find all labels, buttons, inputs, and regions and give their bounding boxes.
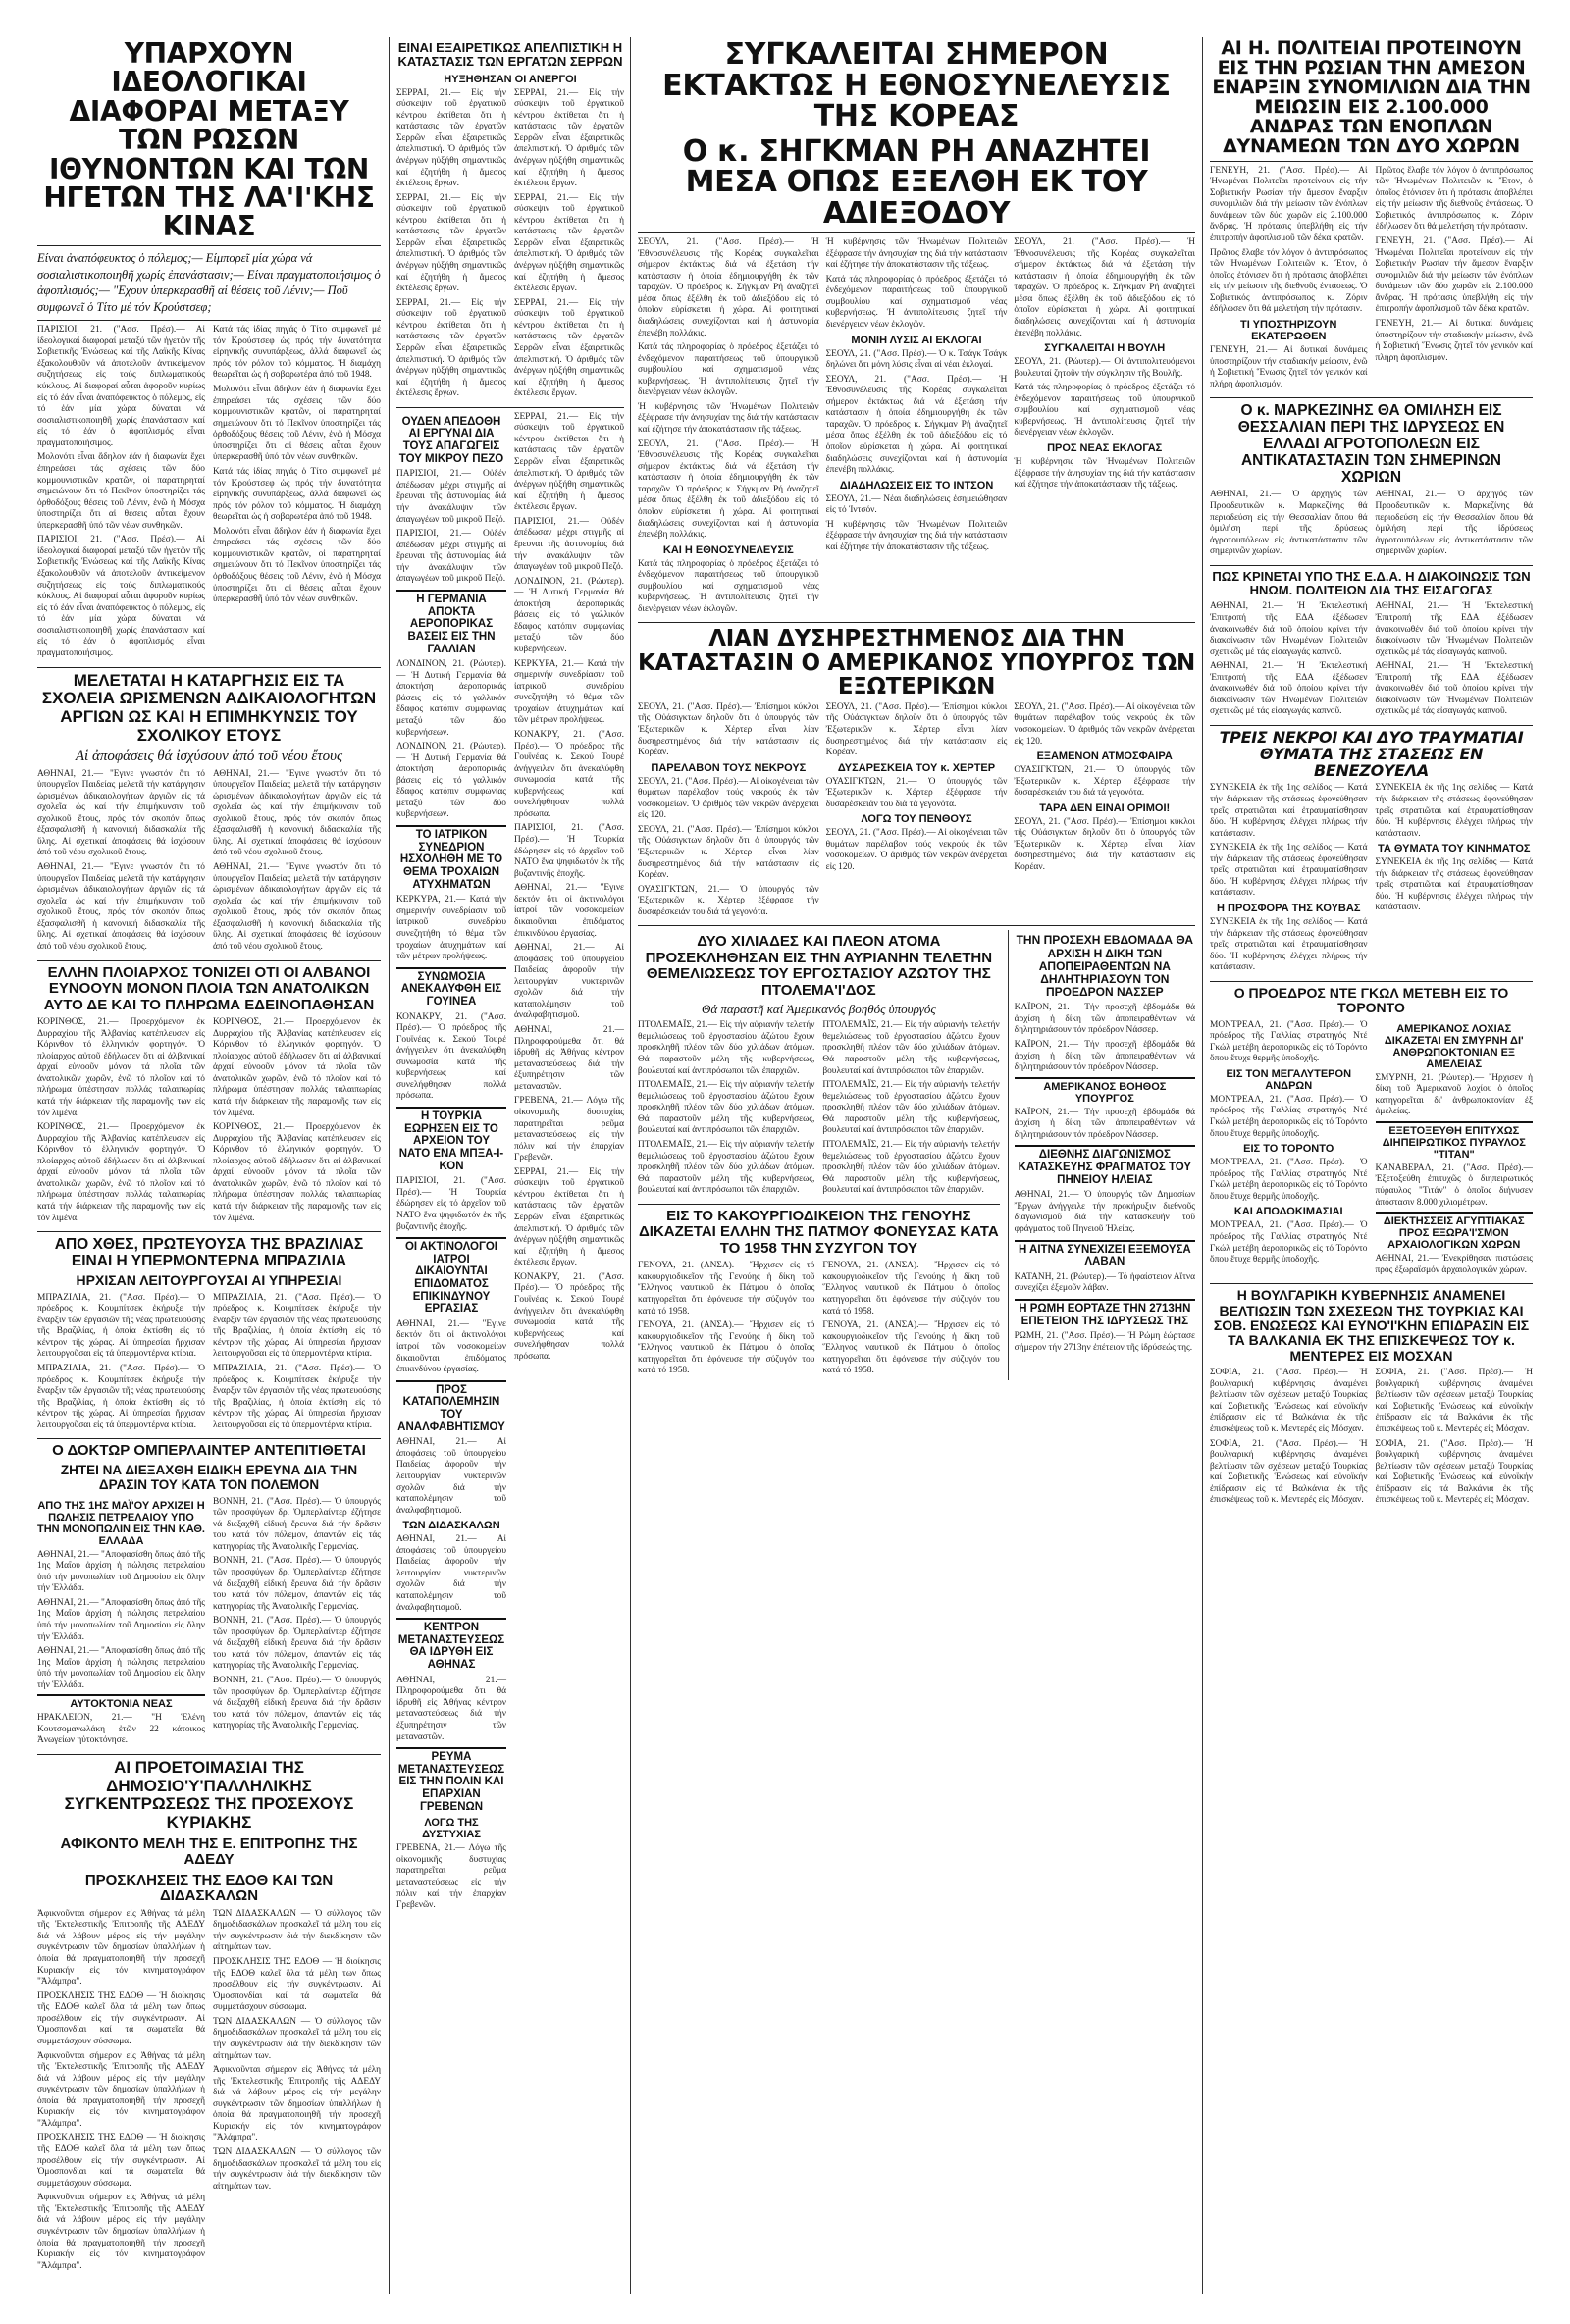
headline-de-gaulle: Ο ΠΡΟΕΔΡΟΣ ΝΤΕ ΓΚΩΛ ΜΕΤΕΒΗ ΕΙΣ ΤΟ ΤΟΡΟΝΤΟ [1233, 984, 1509, 1016]
article-paragraph: ΚΟΝΑΚΡΥ, 21. ("Ασσ. Πρέσ).— Ὁ πρόεδρος τῆς Γουϊνέας κ. Σεκού Τουρέ ἀνήγγειλεν ὅτι ἀνεκαλύφθη συνωμοσία κατά τῆς κυβερνήσεως καί συνελήφθησαν πολλά πρόσωπα. [514, 729, 624, 819]
article-paragraph: ΓΕΝΟΥΑ, 21. (ΑΝΣΑ).— Ἤρχισεν εἰς τό κακουργιοδικεῖον τῆς Γενούης ἡ δίκη τοῦ Ἕλληνος ναυτικοῦ ἐκ Πάτμου ὁ ὁποῖος κατηγορεῖται ὅτι ἐφόνευσε τήν σύζυγόν του κατά τό 1958. [638, 1261, 815, 1317]
subheadline: ΖΗΤΕΙ ΝΑ ΔΙΕΞΑΧΘΗ ΕΙΔΙΚΗ ΕΡΕΥΝΑ ΔΙΑ ΤΗΝ ΔΡΑΣΙΝ ΤΟΥ ΚΑΤΑ ΤΟΝ ΠΟΛΕΜΟΝ [60, 1462, 358, 1492]
article-paragraph: Μολονότι εἶναι ἄδηλον ἐάν ἡ διαφωνία ἔχει ἐπηρεάσει τάς σχέσεις τῶν δύο κομμουνιστικῶν κρατῶν, οἱ παρατηρηταί σημειώνουν ὅτι τό Πεκῖνον ὑποστηρίζει τάς ὀρθοδόξους θέσεις τοῦ Λένιν, ἐνῶ ἡ Μόσχα ὑποστηρίζει ὅτι αἱ θέσεις αὗται ἔχουν ὑπερκερασθῆ ὑπό τῶν νέων συνθηκῶν. [213, 385, 381, 463]
article-paragraph: Μολονότι εἶναι ἄδηλον ἐάν ἡ διαφωνία ἔχει ἐπηρεάσει τάς σχέσεις τῶν δύο κομμουνιστικῶν κρατῶν, οἱ παρατηρηταί σημειώνουν ὅτι τό Πεκῖνον ὑποστηρίζει τάς ὀρθοδόξους θέσεις τοῦ Λένιν, ἐνῶ ἡ Μόσχα ὑποστηρίζει ὅτι αἱ θέσεις αὗται ἔχουν ὑπερκερασθῆ ὑπό τῶν νέων συνθηκῶν. [37, 452, 205, 531]
article-paragraph: ΣΟΦΙΑ, 21. ("Ασσ. Πρέσ).— Ἡ βουλγαρική κυβέρνησις ἀναμένει βελτίωσιν τῶν σχέσεων μεταξύ Τουρκίας καί Σοβιετικῆς Ἑνώσεως καί εὐνοϊκήν ἐπίδρασιν εἰς τά Βαλκάνια ἐκ τῆς ἐπισκέψεως τοῦ κ. Μεντερές εἰς Μόσχαν. [1375, 1368, 1533, 1435]
article-paragraph: ΑΘΗΝΑΙ, 21.— Αἱ ἀποφάσεις τοῦ ὑπουργείου Παιδείας ἀφοροῦν τήν λειτουργίαν νυκτερινῶν σχολῶν διά τήν καταπολέμησιν τοῦ ἀναλφαβητισμοῦ. [396, 1534, 506, 1613]
article-paragraph: ΠΤΟΛΕΜΑΪΣ, 21.— Εἰς τήν αὐριανήν τελετήν θεμελιώσεως τοῦ ἐργοστασίου ἀζώτου ἔχουν προσκληθῆ πλέον τῶν δύο χιλιάδων ἀτόμων. Θά παραστοῦν μέλη τῆς κυβερνήσεως, βουλευταί καί ἀντιπρόσωποι τῶν ἐπαρχιῶν. [638, 1080, 815, 1136]
article-paragraph: ΤΩΝ ΔΙΔΑΣΚΑΛΩΝ — Ὁ σύλλογος τῶν δημοδιδασκάλων προσκαλεῖ τά μέλη του εἰς τήν συγκέντρωσιν διά τήν διεκδίκησιν τῶν αἰτημάτων των. [213, 1908, 381, 1953]
article-paragraph: ΓΕΝΕΥΗ, 21. ("Ασσ. Πρέσ).— Αἱ Ἡνωμέναι Πολιτεῖαι προτείνουν εἰς τήν Σοβιετικήν Ρωσίαν τήν ἄμεσον ἔναρξιν συνομιλιῶν διά τήν μείωσιν τῶν ἐνόπλων δυνάμεων τῶν δύο χωρῶν εἰς 2.100.000 ἄνδρας. Ἡ πρότασις ὑπεβλήθη εἰς τήν ἐπιτροπήν ἀφοπλισμοῦ τῶν δέκα κρατῶν. [1375, 236, 1533, 315]
article-paragraph: ΓΕΝΟΥΑ, 21. (ΑΝΣΑ).— Ἤρχισεν εἰς τό κακουργιοδικεῖον τῆς Γενούης ἡ δίκη τοῦ Ἕλληνος ναυτικοῦ ἐκ Πάτμου ὁ ὁποῖος κατηγορεῖται ὅτι ἐφόνευσε τήν σύζυγόν του κατά τό 1958. [822, 1320, 1000, 1376]
column-rule [630, 37, 631, 2294]
headline-turkey-nato: Η ΤΟΥΡΚΙΑ ΕΩΡΗΣΕΝ ΕΙΣ ΤΟ ΑΡΧΕΙΟΝ ΤΟΥ ΝΑΤΟ ΕΝΑ ΜΠΞΑ-Ι-ΚΟΝ [396, 1107, 506, 1172]
article-paragraph: ΣΕΡΡΑΙ, 21.— Εἰς τήν σύσκεψιν τοῦ ἐργατικοῦ κέντρου ἐκτίθεται ὅτι ἡ κατάστασις τῶν ἐργατῶν Σερρῶν εἶναι ἐξαιρετικῶς ἀπελπιστική. Ὁ ἀριθμός τῶν ἀνέργων ηὐξήθη σημαντικῶς καί ἐζητήθη ἡ ἄμεσος ἐκτέλεσις ἔργων. [514, 1166, 624, 1268]
article-paragraph: ΓΕΝΕΥΗ, 21. ("Ασσ. Πρέσ).— Αἱ Ἡνωμέναι Πολιτεῖαι προτείνουν εἰς τήν Σοβιετικήν Ρωσίαν τήν ἄμεσον ἔναρξιν συνομιλιῶν διά τήν μείωσιν τῶν ἐνόπλων δυνάμεων τῶν δύο χωρῶν εἰς 2.100.000 ἄνδρας. Ἡ πρότασις ὑπεβλήθη εἰς τήν ἐπιτροπήν ἀφοπλισμοῦ τῶν δέκα κρατῶν. [1210, 165, 1368, 243]
article-paragraph: Πρῶτος ἔλαβε τόν λόγον ὁ ἀντιπρόσωπος τῶν Ἡνωμένων Πολιτειῶν κ. Ἔτον, ὁ ὁποῖος ἐτόνισεν ὅτι ἡ πρότασις ἀποβλέπει εἰς τήν μείωσιν τῆς διεθνοῦς ἐντάσεως. Ὁ Σοβιετικός ἀντιπρόσωπος κ. Ζόριν ἐδήλωσεν ὅτι θά μελετήση τήν πρότασιν. [1210, 247, 1368, 315]
article-paragraph: ΠΤΟΛΕΜΑΪΣ, 21.— Εἰς τήν αὐριανήν τελετήν θεμελιώσεως τοῦ ἐργοστασίου ἀζώτου ἔχουν προσκληθῆ πλέον τῶν δύο χιλιάδων ἀτόμων. Θά παραστοῦν μέλη τῆς κυβερνήσεως, βουλευταί καί ἀντιπρόσωποι τῶν ἐπαρχιῶν. [638, 1139, 815, 1196]
subheadline: Αἱ ἀποφάσεις θά ἰσχύσουν ἀπό τοῦ νέου ἔτους [75, 749, 343, 765]
article-paragraph: ΑΘΗΝΑΙ, 21.— "Εγινε δεκτόν ὅτι οἱ ἀκτινολόγοι ἰατροί τῶν νοσοκομείων δικαιοῦνται ἐπιδόματος ἐπικινδύνου ἐργασίας. [396, 1318, 506, 1375]
article-paragraph: ΣΕΟΥΛ, 21. ("Ασσ. Πρέσ).— Ἡ Ἐθνοσυνέλευσις τῆς Κορέας συγκαλεῖται σήμερον ἐκτάκτως διά νά ἐξετάση τήν κατάστασιν ἡ ὁποία ἐδημιουργήθη ἐκ τῶν ταραχῶν. Ὁ πρόεδρος κ. Σήγκμαν Ρή ἀναζητεῖ μέσα ὅπως ἐξέλθη ἐκ τοῦ ἀδιεξόδου εἰς τό ὁποῖον εὑρίσκεται ἡ χώρα. Αἱ φοιτητικαί διαδηλώσεις συνεχίζονται καί ἡ ἀστυνομία ἐπενέβη πολλάκις. [825, 374, 1008, 476]
article-paragraph: ΣΕΡΡΑΙ, 21.— Εἰς τήν σύσκεψιν τοῦ ἐργατικοῦ κέντρου ἐκτίθεται ὅτι ἡ κατάστασις τῶν ἐργατῶν Σερρῶν εἶναι ἐξαιρετικῶς ἀπελπιστική. Ὁ ἀριθμός τῶν ἀνέργων ηὐξήθη σημαντικῶς καί ἐζητήθη ἡ ἄμεσος ἐκτέλεσις ἔργων. [396, 87, 506, 189]
headline-us-ussr-talks: ΑΙ Η. ΠΟΛΙΤΕΙΑΙ ΠΡΟΤΕΙΝΟΥΝ ΕΙΣ ΤΗΝ ΡΩΣΙΑΝ ΤΗΝ ΑΜΕΣΟΝ ΕΝΑΡΞΙΝ ΣΥΝΟΜΙΛΙΩΝ ΔΙΑ ΤΗΝ ΜΕΙΩΣΙΝ ΕΙΣ 2.100.000 ΑΝΔΡΑΣ ΤΩΝ ΕΝΟΠΛΩΝ ΔΥΝΑΜΕΩΝ ΤΩΝ ΔΥΟ ΧΩΡΩΝ [1212, 37, 1531, 157]
article-paragraph: ΡΩΜΗ, 21. ("Ασσ. Πρέσ).— Ἡ Ρώμη ἑώρτασε σήμερον τήν 2713ην ἐπέτειον τῆς ἱδρύσεώς της. [1014, 1331, 1195, 1353]
article-paragraph: ΜΟΝΤΡΕΑΛ, 21. ("Ασσ. Πρέσ).— Ὁ πρόεδρος τῆς Γαλλίας στρατηγός Ντέ Γκώλ μετέβη ἀεροπορικῶς εἰς τό Τορόντο ὅπου ἔτυχε θερμῆς ὑποδοχῆς. [1210, 1220, 1368, 1265]
headline-archaeological-sites: ΔΙΕΚΤΗΣΣΕΙΣ ΑΓΥΠΤΙΑΚΑΣ ΠΡΟΣ ΕΞΩΡΑ'Ι'ΣΜΟΝ ΑΡΧΑΙΟΛΟΓΙΚΩΝ ΧΩΡΩΝ [1376, 1212, 1534, 1251]
headline-venezuela: ΤΡΕΙΣ ΝΕΚΡΟΙ ΚΑΙ ΔΥΟ ΤΡΑΥΜΑΤΙΑΙ ΘΥΜΑΤΑ ΤΗΣ ΣΤΑΣΕΩΣ ΕΝ ΒΕΝΕΖΟΥΕΛΑ [1219, 728, 1524, 780]
article-paragraph: Ἡ κυβέρνησις τῶν Ἡνωμένων Πολιτειῶν ἐξέφρασε τήν ἀνησυχίαν της διά τήν κατάστασιν καί ἐζήτησε τήν ἀποκατάστασιν τῆς τάξεως. [825, 237, 1008, 271]
subheadline: ΤΑΡΑ ΔΕΝ ΕΙΝΑΙ ΟΡΙΜΟΙ! [1039, 801, 1171, 814]
headline-ptolemais-factory: ΔΥΟ ΧΙΛΙΑΔΕΣ ΚΑΙ ΠΛΕΟΝ ΑΤΟΜΑ ΠΡΟΣΕΚΛΗΘΗΣΑΝ ΕΙΣ ΤΗΝ ΑΥΡΙΑΝΗΝ ΤΕΛΕΤΗΝ ΘΕΜΕΛΙΩΣΕΩΣ ΤΟΥ ΕΡΓΟΣΤΑΣΙΟΥ ΑΖΩΤΟΥ ΤΗΣ ΠΤΟΛΕΜΑ'Ι'ΔΟΣ [645, 933, 993, 999]
article-paragraph: Ἀφικνοῦνται σήμερον εἰς Ἀθήνας τά μέλη τῆς Ἐκτελεστικῆς Ἐπιτροπῆς τῆς ΑΔΕΔΥ διά νά λάβουν μέρος εἰς τήν μεγάλην συγκέντρωσιν τῶν δημοσίων ὑπαλλήλων ἡ ὁποία θά πραγματοποιηθῆ τήν προσεχῆ Κυριακήν εἰς τόν κινηματογράφον "Ἀλάμπρα". [213, 2065, 381, 2143]
article-paragraph: ΛΟΝΔΙΝΟΝ, 21. (Ρώυτερ).— Ἡ Δυτική Γερμανία θά ἀποκτήση ἀεροπορικάς βάσεις εἰς τό γαλλικόν ἔδαφος κατόπιν συμφωνίας μεταξύ τῶν δύο κυβερνήσεων. [514, 576, 624, 655]
article-paragraph: ΣΕΟΥΛ, 21. ("Ασσ. Πρέσ).— Αἱ οἰκογένειαι τῶν θυμάτων παρέλαβον τούς νεκρούς ἐκ τῶν νοσοκομείων. Ὁ ἀριθμός τῶν νεκρῶν ἀνέρχεται εἰς 120. [825, 828, 1008, 873]
subheadline: ΤΙ ΥΠΟΣΤΗΡΙΖΟΥΝ ΕΚΑΤΕΡΩΘΕΝ [1240, 318, 1337, 342]
article-paragraph: ΚΟΡΙΝΘΟΣ, 21.— Προερχόμενον ἐκ Δυρραχίου τῆς Ἀλβανίας κατέπλευσεν εἰς Κόρινθον τό ἑλληνικόν φορτηγόν. Ὁ πλοίαρχος αὐτοῦ ἐδήλωσεν ὅτι αἱ ἀλβανικαί ἀρχαί εὐνοοῦν μόνον τά πλοῖα τῶν ἀνατολικῶν χωρῶν, ἐνῶ τό πλοῖον καί τό πλήρωμα ὑπέστησαν πολλάς ταλαιπωρίας κατά τήν διάρκειαν τῆς παραμονῆς των εἰς τόν λιμένα. [37, 1122, 205, 1223]
article-paragraph: ΣΥΝΕΚΕΙΑ ἐκ τῆς 1ης σελίδος — Κατά τήν διάρκειαν τῆς στάσεως ἐφονεύθησαν τρεῖς στρατιῶται καί ἐτραυματίσθησαν δύο. Ἡ κυβέρνησις ἐλέγχει πλήρως τήν κατάστασιν. [1210, 843, 1368, 899]
article-paragraph: ΑΘΗΝΑΙ, 21.— Ἡ Ἐκτελεστική Ἐπιτροπή τῆς ΕΔΑ ἐξέδωσεν ἀνακοινωθέν διά τοῦ ὁποίου κρίνει τήν διακοίνωσιν τῶν Ἡνωμένων Πολιτειῶν σχετικῶς μέ τάς εἰσαγωγάς καπνοῦ. [1375, 601, 1533, 657]
headline-grevena: ΡΕΥΜΑ ΜΕΤΑΝΑΣΤΕΥΣΕΩΣ ΕΙΣ ΤΗΝ ΠΟΛΙΝ ΚΑΙ ΕΠΑΡΧΙΑΝ ΓΡΕΒΕΝΩΝ [396, 1747, 506, 1813]
subheadline: ΤΑ ΘΥΜΑΤΑ ΤΟΥ ΚΙΝΗΜΑΤΟΣ [1377, 843, 1531, 855]
article-paragraph: ΜΟΝΤΡΕΑΛ, 21. ("Ασσ. Πρέσ).— Ὁ πρόεδρος τῆς Γαλλίας στρατηγός Ντέ Γκώλ μετέβη ἀεροπορικῶς εἰς τό Τορόντο ὅπου ἔτυχε θερμῆς ὑποδοχῆς. [1210, 1019, 1368, 1064]
column-rule [389, 37, 390, 2294]
article-paragraph: ΣΥΝΕΚΕΙΑ ἐκ τῆς 1ης σελίδος — Κατά τήν διάρκειαν τῆς στάσεως ἐφονεύθησαν τρεῖς στρατιῶται καί ἐτραυματίσθησαν δύο. Ἡ κυβέρνησις ἐλέγχει πλήρως τήν κατάστασιν. [1375, 783, 1533, 839]
article-paragraph: ΒΟΝΝΗ, 21. ("Ασσ. Πρέσ).— Ὁ ὑπουργός τῶν προσφύγων δρ. Ὀμπερλαίντερ ἐζήτησε νά διεξαχθῆ εἰδική ἔρευνα διά τήν δρᾶσιν του κατά τόν πόλεμον, ἀπαντῶν εἰς τάς κατηγορίας τῆς Ἀνατολικῆς Γερμανίας. [213, 1676, 381, 1731]
article-paragraph: ΟΥΑΣΙΓΚΤΩΝ, 21.— Ὁ ὑπουργός τῶν Ἐξωτερικῶν κ. Χέρτερ ἐξέφρασε τήν δυσαρέσκειάν του διά τά γεγονότα. [1014, 765, 1195, 799]
subheadline: ΕΙΣ ΤΟΝ ΜΕΓΑΛΥΤΕΡΟΝ ΑΝΔΡΩΝ [1226, 1067, 1352, 1092]
article-paragraph: ΠΑΡΙΣΙΟΙ, 21.— Οὐδέν ἀπέδωσαν μέχρι στιγμῆς αἱ ἔρευναι τῆς ἀστυνομίας διά τήν ἀνακάλυψιν τῶν ἀπαγωγέων τοῦ μικροῦ Πεζό. [514, 516, 624, 573]
article-paragraph: ΠΑΡΙΣΙΟΙ, 21. ("Ασσ. Πρέσ).— Ἡ Τουρκία ἐδώρησεν εἰς τό ἀρχεῖον τοῦ ΝΑΤΟ ἕνα ψηφιδωτόν ἐκ τῆς βυζαντινῆς ἐποχῆς. [514, 823, 624, 879]
article-paragraph: ΠΡΟΣΚΛΗΣΙΣ ΤΗΣ ΕΔΟΘ — Ἡ διοίκησις τῆς ΕΔΟΘ καλεῖ ὅλα τά μέλη των ὅπως προσέλθουν εἰς τήν συγκέντρωσιν. Αἱ Ὁμοσπονδίαι καί τά σωματεῖα θά συμμετάσχουν σύσσωμα. [37, 1990, 205, 2046]
subheadline: ΑΜΕΡΙΚΑΝΟΣ ΒΟΗΘΟΣ ΥΠΟΥΡΓΟΣ [1015, 1077, 1195, 1105]
headline-titan-missile: ΕΞΕΤΟΞΕΥΘΗ ΕΠΙΤΥΧΩΣ ΔΙΗΠΕΙΡΩΤΙΚΟΣ ΠΥΡΑΥΛΟΣ "ΤΙΤΑΝ" [1376, 1121, 1534, 1161]
article-paragraph: ΚΑΪΡΟΝ, 21.— Τήν προσεχῆ ἑβδομάδα θά ἀρχίση ἡ δίκη τῶν ἀποπειραθέντων νά δηλητηριάσουν τόν πρόεδρον Νάσσερ. [1014, 1040, 1195, 1073]
subheadline: ΗΥΞΗΘΗΣΑΝ ΟΙ ΑΝΕΡΓΟΙ [444, 73, 577, 85]
article-paragraph: ΠΤΟΛΕΜΑΪΣ, 21.— Εἰς τήν αὐριανήν τελετήν θεμελιώσεως τοῦ ἐργοστασίου ἀζώτου ἔχουν προσκληθῆ πλέον τῶν δύο χιλιάδων ἀτόμων. Θά παραστοῦν μέλη τῆς κυβερνήσεως, βουλευταί καί ἀντιπρόσωποι τῶν ἐπαρχιῶν. [822, 1139, 1000, 1196]
article-paragraph: ΑΘΗΝΑΙ, 21.— "Εγινε γνωστόν ὅτι τό ὑπουργεῖον Παιδείας μελετᾶ τήν κατάργησιν ὡρισμένων ἀδικαιολογήτων ἀργιῶν εἰς τά σχολεῖα ὡς καί τήν ἐπιμήκυνσιν τοῦ σχολικοῦ ἔτους, πρός τόν σκοπόν ὅπως ἐξασφαλισθῆ ἡ κανονική διδασκαλία τῆς ὕλης. Αἱ σχετικαί ἀποφάσεις θά ἰσχύσουν ἀπό τοῦ νέου σχολικοῦ ἔτους. [37, 862, 205, 952]
article-paragraph: ΑΘΗΝΑΙ, 21.— Ἡ Ἐκτελεστική Ἐπιτροπή τῆς ΕΔΑ ἐξέδωσεν ἀνακοινωθέν διά τοῦ ὁποίου κρίνει τήν διακοίνωσιν τῶν Ἡνωμένων Πολιτειῶν σχετικῶς μέ τάς εἰσαγωγάς καπνοῦ. [1375, 661, 1533, 717]
subheadline: ΑΦΙΚΟΝΤΟ ΜΕΛΗ ΤΗΣ Ε. ΕΠΙΤΡΟΠΗΣ ΤΗΣ ΑΔΕΔΥ [60, 1834, 358, 1869]
article-paragraph: ΑΘΗΝΑΙ, 21.— Ὁ ὑπουργός τῶν Δημοσίων Ἔργων ἀνήγγειλε τήν προκήρυξιν διεθνοῦς διαγωνισμοῦ διά τήν κατασκευήν τοῦ φράγματος τοῦ Πηνειοῦ Ἠλείας. [1014, 1190, 1195, 1235]
headline-genoa-trial: ΕΙΣ ΤΟ ΚΑΚΟΥΡΓΙΟΔΙΚΕΙΟΝ ΤΗΣ ΓΕΝΟΥΗΣ ΔΙΚΑΖΕΤΑΙ ΕΛΛΗΝ ΤΗΣ ΠΑΤΜΟΥ ΦΟΝΕΥΣΑΣ ΚΑΤΑ ΤΟ 1958 ΤΗΝ ΣΥΖΥΓΟΝ ΤΟΥ [639, 1207, 999, 1257]
article-paragraph: ΤΩΝ ΔΙΔΑΣΚΑΛΩΝ — Ὁ σύλλογος τῶν δημοδιδασκάλων προσκαλεῖ τά μέλη του εἰς τήν συγκέντρωσιν διά τήν διεκδίκησιν τῶν αἰτημάτων των. [213, 2147, 381, 2192]
headline-petroleum: ΑΠΟ ΤΗΣ 1ΗΣ ΜΑΪ'ΟΥ ΑΡΧΙΖΕΙ Η ΠΩΛΗΣΙΣ ΠΕΤΡΕΛΑΙΟΥ ΥΠΟ ΤΗΝ ΜΟΝΟΠΩΛΙΝ ΕΙΣ ΤΗΝ ΚΑΘ. ΕΛΛΑΔΑ [37, 1499, 205, 1547]
article-paragraph: ΜΠΡΑΖΙΛΙΑ, 21. ("Ασσ. Πρέσ).— Ὁ πρόεδρος κ. Κουμπίτσεκ ἐκήρυξε τήν ἔναρξιν τῶν ἐργασιῶν τῆς νέας πρωτευούσης τῆς Βραζιλίας, ἡ ὁποία ἐκτίσθη εἰς τό κέντρον τῆς χώρας. Αἱ ὑπηρεσίαι ἤρχισαν λειτουργοῦσαι εἰς τά ὑπερμοντέρνα κτίρια. [37, 1364, 205, 1430]
article-paragraph: Ἡ κυβέρνησις τῶν Ἡνωμένων Πολιτειῶν ἐξέφρασε τήν ἀνησυχίαν της διά τήν κατάστασιν καί ἐζήτησε τήν ἀποκατάστασιν τῆς τάξεως. [1014, 457, 1195, 491]
article-paragraph: ΜΠΡΑΖΙΛΙΑ, 21. ("Ασσ. Πρέσ).— Ὁ πρόεδρος κ. Κουμπίτσεκ ἐκήρυξε τήν ἔναρξιν τῶν ἐργασιῶν τῆς νέας πρωτευούσης τῆς Βραζιλίας, ἡ ὁποία ἐκτίσθη εἰς τό κέντρον τῆς χώρας. Αἱ ὑπηρεσίαι ἤρχισαν λειτουργοῦσαι εἰς τά ὑπερμοντέρνα κτίρια. [213, 1292, 381, 1360]
article-paragraph: ΓΕΝΕΥΗ, 21.— Αἱ δυτικαί δυνάμεις ὑποστηρίζουν τήν σταδιακήν μείωσιν, ἐνῶ ἡ Σοβιετική Ἕνωσις ζητεῖ τόν γενικόν καί πλήρη ἀφοπλισμόν. [1375, 318, 1533, 363]
article-paragraph: ΠΑΡΙΣΙΟΙ, 21. ("Ασσ. Πρέσ).— Αἱ ἰδεολογικαί διαφοραί μεταξύ τῶν ἡγετῶν τῆς Σοβιετικῆς Ἑνώσεως καί τῆς Λαϊκῆς Κίνας ἐξακολουθοῦν νά ἀποτελοῦν ἀντικείμενον συζητήσεως εἰς τούς διπλωματικούς κύκλους. Αἱ διαφοραί αὗται ἀφοροῦν κυρίως εἰς τό ἐάν εἶναι ἀναπόφευκτος ὁ πόλεμος, εἰς τό ἐάν μία χώρα δύναται νά σοσιαλιστικοποιηθῆ χωρίς ἐπανάστασιν καί εἰς τό ἐάν ὁ ἀφοπλισμός εἶναι πραγματοποιήσιμος. [37, 535, 205, 658]
column-second [396, 37, 624, 2294]
article-paragraph: ΛΟΝΔΙΝΟΝ, 21. (Ρώυτερ).— Ἡ Δυτική Γερμανία θά ἀποκτήση ἀεροπορικάς βάσεις εἰς τό γαλλικόν ἔδαφος κατόπιν συμφωνίας μεταξύ τῶν δύο κυβερνήσεων. [396, 659, 506, 738]
headline-pezo: ΟΥΔΕΝ ΑΠΕΔΟΘΗ ΑΙ ΕΡΓΥΝΑΙ ΔΙΑ ΤΟΥΣ ΑΠΑΓΩΓΕΙΣ ΤΟΥ ΜΙΚΡΟΥ ΠΕΖΟ [398, 415, 504, 465]
subheadline: Θά παραστῆ καί Ἀμερικανός βοηθός ὑπουργός [701, 1002, 936, 1017]
subheadline: ΚΑΙ Η ΕΘΝΟΣΥΝΕΛΕΥΣΙΣ [662, 543, 794, 556]
article-body [37, 325, 381, 662]
article-paragraph: ΑΘΗΝΑΙ, 21.— Αἱ ἀποφάσεις τοῦ ὑπουργείου Παιδείας ἀφοροῦν τήν λειτουργίαν νυκτερινῶν σχολῶν διά τήν καταπολέμησιν τοῦ ἀναλφαβητισμοῦ. [396, 1437, 506, 1516]
article-paragraph: ΒΟΝΝΗ, 21. ("Ασσ. Πρέσ).— Ὁ ὑπουργός τῶν προσφύγων δρ. Ὀμπερλαίντερ ἐζήτησε νά διεξαχθῆ εἰδική ἔρευνα διά τήν δρᾶσιν του κατά τόν πόλεμον, ἀπαντῶν εἰς τάς κατηγορίας τῆς Ἀνατολικῆς Γερμανίας. [213, 1496, 381, 1552]
article-paragraph: ΒΟΝΝΗ, 21. ("Ασσ. Πρέσ).— Ὁ ὑπουργός τῶν προσφύγων δρ. Ὀμπερλαίντερ ἐζήτησε νά διεξαχθῆ εἰδική ἔρευνα διά τήν δρᾶσιν του κατά τόν πόλεμον, ἀπαντῶν εἰς τάς κατηγορίας τῆς Ἀνατολικῆς Γερμανίας. [213, 1616, 381, 1672]
article-paragraph: ΑΘΗΝΑΙ, 21.— Αἱ ἀποφάσεις τοῦ ὑπουργείου Παιδείας ἀφοροῦν τήν λειτουργίαν νυκτερινῶν σχολῶν διά τήν καταπολέμησιν τοῦ ἀναλφαβητισμοῦ. [514, 943, 624, 1021]
column-right [1210, 37, 1533, 2294]
article-paragraph: ΣΥΝΕΚΕΙΑ ἐκ τῆς 1ης σελίδος — Κατά τήν διάρκειαν τῆς στάσεως ἐφονεύθησαν τρεῖς στρατιῶται καί ἐτραυματίσθησαν δύο. Ἡ κυβέρνησις ἐλέγχει πλήρως τήν κατάστασιν. [1375, 857, 1533, 913]
article-paragraph: ΣΕΟΥΛ, 21. ("Ασσ. Πρέσ).— Ἐπίσημοι κύκλοι τῆς Οὐάσιγκτων δηλοῦν ὅτι ὁ ὑπουργός τῶν Ἐξωτερικῶν κ. Χέρτερ εἶναι λίαν δυσηρεστημένος διά τήν κατάστασιν εἰς Κορέαν. [638, 701, 819, 758]
headline-nasser-trial: ΤΗΝ ΠΡΟΣΕΧΗ ΕΒΔΟΜΑΔΑ ΘΑ ΑΡΧΙΣΗ Η ΔΙΚΗ ΤΩΝ ΑΠΟΠΕΙΡΑΘΕΝΤΩΝ ΝΑ ΔΗΛΗΤΗΡΙΑΣΟΥΝ ΤΟΝ ΠΡΟΕΔΡΟΝ ΝΑΣΣΕΡ [1016, 933, 1194, 1000]
article-paragraph: ΑΘΗΝΑΙ, 21.— "Εγινε γνωστόν ὅτι τό ὑπουργεῖον Παιδείας μελετᾶ τήν κατάργησιν ὡρισμένων ἀδικαιολογήτων ἀργιῶν εἰς τά σχολεῖα ὡς καί τήν ἐπιμήκυνσιν τοῦ σχολικοῦ ἔτους, πρός τόν σκοπόν ὅπως ἐξασφαλισθῆ ἡ κανονική διδασκαλία τῆς ὕλης. Αἱ σχετικαί ἀποφάσεις θά ἰσχύσουν ἀπό τοῦ νέου σχολικοῦ ἔτους. [213, 768, 381, 858]
article-paragraph: ΣΕΟΥΛ, 21. ("Ασσ. Πρέσ).— Αἱ οἰκογένειαι τῶν θυμάτων παρέλαβον τούς νεκρούς ἐκ τῶν νοσοκομείων. Ὁ ἀριθμός τῶν νεκρῶν ἀνέρχεται εἰς 120. [638, 776, 819, 821]
headline-markezinis: Ο κ. ΜΑΡΚΕΖΙΝΗΣ ΘΑ ΟΜΙΛΗΣΗ ΕΙΣ ΘΕΣΣΑΛΙΑΝ ΠΕΡΙ ΤΗΣ ΙΔΡΥΣΕΩΣ ΕΝ ΕΛΛΑΔΙ ΑΓΡΟΤΟΠΟΛΕΩΝ ΕΙΣ ΑΝΤΙΚΑΤΑΣΤΑΣΙΝ ΤΩΝ ΣΗΜΕΡΙΝΩΝ ΧΩΡΙΩΝ [1237, 402, 1505, 487]
article-paragraph: ΚΑΪΡΟΝ, 21.— Τήν προσεχῆ ἑβδομάδα θά ἀρχίση ἡ δίκη τῶν ἀποπειραθέντων νά δηλητηριάσουν τόν πρόεδρον Νάσσερ. [1014, 1107, 1195, 1140]
article-paragraph: ΣΕΟΥΛ, 21. ("Ασσ. Πρέσ).— Ἐπίσημοι κύκλοι τῆς Οὐάσιγκτων δηλοῦν ὅτι ὁ ὑπουργός τῶν Ἐξωτερικῶν κ. Χέρτερ εἶναι λίαν δυσηρεστημένος διά τήν κατάστασιν εἰς Κορέαν. [825, 701, 1008, 758]
article-paragraph: ΣΥΝΕΚΕΙΑ ἐκ τῆς 1ης σελίδος — Κατά τήν διάρκειαν τῆς στάσεως ἐφονεύθησαν τρεῖς στρατιῶται καί ἐτραυματίσθησαν δύο. Ἡ κυβέρνησις ἐλέγχει πλήρως τήν κατάστασιν. [1210, 783, 1368, 839]
article-paragraph: ΚΟΡΙΝΘΟΣ, 21.— Προερχόμενον ἐκ Δυρραχίου τῆς Ἀλβανίας κατέπλευσεν εἰς Κόρινθον τό ἑλληνικόν φορτηγόν. Ὁ πλοίαρχος αὐτοῦ ἐδήλωσεν ὅτι αἱ ἀλβανικαί ἀρχαί εὐνοοῦν μόνον τά πλοῖα τῶν ἀνατολικῶν χωρῶν, ἐνῶ τό πλοῖον καί τό πλήρωμα ὑπέστησαν πολλάς ταλαιπωρίας κατά τήν διάρκειαν τῆς παραμονῆς των εἰς τόν λιμένα. [37, 1017, 205, 1118]
article-paragraph: ΜΠΡΑΖΙΛΙΑ, 21. ("Ασσ. Πρέσ).— Ὁ πρόεδρος κ. Κουμπίτσεκ ἐκήρυξε τήν ἔναρξιν τῶν ἐργασιῶν τῆς νέας πρωτευούσης τῆς Βραζιλίας, ἡ ὁποία ἐκτίσθη εἰς τό κέντρον τῆς χώρας. Αἱ ὑπηρεσίαι ἤρχισαν λειτουργοῦσαι εἰς τά ὑπερμοντέρνα κτίρια. [213, 1364, 381, 1430]
article-paragraph: ΑΘΗΝΑΙ, 21.— Ὁ ἀρχηγός τῶν Προοδευτικῶν κ. Μαρκεζίνης θά περιοδεύση εἰς τήν Θεσσαλίαν ὅπου θά ὁμιλήση περί τῆς ἱδρύσεως ἀγροτουπόλεων εἰς ἀντικατάστασιν τῶν σημερινῶν χωρίων. [1210, 490, 1368, 557]
headline-korea-assembly: ΣΥΓΚΑΛΕΙΤΑΙ ΣΗΜΕΡΟΝ ΕΚΤΑΚΤΩΣ Η ΕΘΝΟΣΥΝΕΛΕΥΣΙΣ ΤΗΣ ΚΟΡΕΑΣ [662, 37, 1171, 133]
article-paragraph: ΑΘΗΝΑΙ, 21.— Ἡ Ἐκτελεστική Ἐπιτροπή τῆς ΕΔΑ ἐξέδωσεν ἀνακοινωθέν διά τοῦ ὁποίου κρίνει τήν διακοίνωσιν τῶν Ἡνωμένων Πολιτειῶν σχετικῶς μέ τάς εἰσαγωγάς καπνοῦ. [1210, 601, 1368, 657]
article-paragraph: Ἡ κυβέρνησις τῶν Ἡνωμένων Πολιτειῶν ἐξέφρασε τήν ἀνησυχίαν της διά τήν κατάστασιν καί ἐζήτησε τήν ἀποκατάστασιν τῆς τάξεως. [638, 401, 819, 435]
article-paragraph: ΚΟΝΑΚΡΥ, 21. ("Ασσ. Πρέσ).— Ὁ πρόεδρος τῆς Γουϊνέας κ. Σεκού Τουρέ ἀνήγγειλεν ὅτι ἀνεκαλύφθη συνωμοσία κατά τῆς κυβερνήσεως καί συνελήφθησαν πολλά πρόσωπα. [396, 1011, 506, 1102]
article-paragraph: ΣΕΡΡΑΙ, 21.— Εἰς τήν σύσκεψιν τοῦ ἐργατικοῦ κέντρου ἐκτίθεται ὅτι ἡ κατάστασις τῶν ἐργατῶν Σερρῶν εἶναι ἐξαιρετικῶς ἀπελπιστική. Ὁ ἀριθμός τῶν ἀνέργων ηὐξήθη σημαντικῶς καί ἐζητήθη ἡ ἄμεσος ἐκτέλεσις ἔργων. [514, 297, 624, 399]
article-paragraph: Κατά τάς πληροφορίας ὁ πρόεδρος ἐξετάζει τό ἐνδεχόμενον παραιτήσεως τοῦ ὑπουργικοῦ συμβουλίου καί σχηματισμοῦ νέας κυβερνήσεως. Ἡ ἀντιπολίτευσις ζητεῖ τήν διενέργειαν νέων ἐκλογῶν. [1014, 383, 1195, 439]
article-paragraph: Κατά τάς ἰδίας πηγάς ὁ Τίτο συμφωνεῖ μέ τόν Κρούστσεφ ὡς πρός τήν δυνατότητα εἰρηνικῆς συνυπάρξεως, ἀλλά διαφωνεῖ ὡς πρός τόν ρόλον τοῦ κόμματος. Ἡ διαμάχη θεωρεῖται ὡς ἡ σοβαρωτέρα ἀπό τοῦ 1948. [213, 325, 381, 381]
article-paragraph: ΣΕΟΥΛ, 21. ("Ασσ. Πρέσ).— Αἱ οἰκογένειαι τῶν θυμάτων παρέλαβον τούς νεκρούς ἐκ τῶν νοσοκομείων. Ὁ ἀριθμός τῶν νεκρῶν ἀνέρχεται εἰς 120. [1014, 701, 1195, 747]
subheadline: ΤΩΝ ΔΙΔΑΣΚΑΛΩΝ [402, 1520, 500, 1532]
article-paragraph: Πρῶτος ἔλαβε τόν λόγον ὁ ἀντιπρόσωπος τῶν Ἡνωμένων Πολιτειῶν κ. Ἔτον, ὁ ὁποῖος ἐτόνισεν ὅτι ἡ πρότασις ἀποβλέπει εἰς τήν μείωσιν τῆς διεθνοῦς ἐντάσεως. Ὁ Σοβιετικός ἀντιπρόσωπος κ. Ζόριν ἐδήλωσεν ὅτι θά μελετήση τήν πρότασιν. [1375, 165, 1533, 232]
column-centre [638, 37, 1195, 2294]
subheadline: Η ΠΡΟΣΦΟΡΑ ΤΗΣ ΚΟΥΒΑΣ [1217, 903, 1361, 915]
headline-rome-anniversary: Η ΡΩΜΗ ΕΟΡΤΑΖΕ ΤΗΝ 2713ΗΝ ΕΠΕΤΕΙΟΝ ΤΗΣ ΙΔΡΥΣΕΩΣ ΤΗΣ [1015, 1299, 1195, 1327]
article-paragraph: ΑΘΗΝΑΙ, 21.— "Εγινε γνωστόν ὅτι τό ὑπουργεῖον Παιδείας μελετᾶ τήν κατάργησιν ὡρισμένων ἀδικαιολογήτων ἀργιῶν εἰς τά σχολεῖα ὡς καί τήν ἐπιμήκυνσιν τοῦ σχολικοῦ ἔτους, πρός τόν σκοπόν ὅπως ἐξασφαλισθῆ ἡ κανονική διδασκαλία τῆς ὕλης. Αἱ σχετικαί ἀποφάσεις θά ἰσχύσουν ἀπό τοῦ νέου σχολικοῦ ἔτους. [213, 862, 381, 952]
article-paragraph: ΠΑΡΙΣΙΟΙ, 21. ("Ασσ. Πρέσ).— Ἡ Τουρκία ἐδώρησεν εἰς τό ἀρχεῖον τοῦ ΝΑΤΟ ἕνα ψηφιδωτόν ἐκ τῆς βυζαντινῆς ἐποχῆς. [396, 1176, 506, 1232]
article-paragraph: ΚΕΡΚΥΡΑ, 21.— Κατά τήν σημερινήν συνεδρίασιν τοῦ ἰατρικοῦ συνεδρίου συνεζητήθη τό θέμα τῶν τροχαίων ἀτυχημάτων καί τῶν μέτρων προλήψεως. [396, 895, 506, 962]
article-paragraph: ΓΕΝΕΥΗ, 21.— Αἱ δυτικαί δυνάμεις ὑποστηρίζουν τήν σταδιακήν μείωσιν, ἐνῶ ἡ Σοβιετική Ἕνωσις ζητεῖ τόν γενικόν καί πλήρη ἀφοπλισμόν. [1210, 344, 1368, 389]
article-paragraph: ΑΘΗΝΑΙ, 21.— "Εγινε δεκτόν ὅτι οἱ ἀκτινολόγοι ἰατροί τῶν νοσοκομείων δικαιοῦνται ἐπιδόματος ἐπικινδύνου ἐργασίας. [514, 883, 624, 939]
article-paragraph: ΚΑΤΑΝΗ, 21. (Ρώυτερ).— Τό ἡφαίστειον Αἴτνα συνεχίζει ἐξεμοῦν λάβαν. [1014, 1271, 1195, 1294]
headline-brasilia: ΑΠΟ ΧΘΕΣ, ΠΡΩΤΕΥΟΥΣΑ ΤΗΣ ΒΡΑΖΙΛΙΑΣ ΕΙΝΑΙ Η ΥΠΕΡΜΟΝΤΕΡΝΑ ΜΠΡΑΖΙΛΙΑ [54, 1236, 364, 1270]
article-paragraph: ΣΕΟΥΛ, 21.— Νέαι διαδηλώσεις ἐσημειώθησαν εἰς τό Ἰντσόν. [825, 493, 1008, 516]
article-paragraph: ΣΟΦΙΑ, 21. ("Ασσ. Πρέσ).— Ἡ βουλγαρική κυβέρνησις ἀναμένει βελτίωσιν τῶν σχέσεων μεταξύ Τουρκίας καί Σοβιετικῆς Ἑνώσεως καί εὐνοϊκήν ἐπίδρασιν εἰς τά Βαλκάνια ἐκ τῆς ἐπισκέψεως τοῦ κ. Μεντερές εἰς Μόσχαν. [1375, 1438, 1533, 1506]
newspaper-page [37, 37, 1533, 2294]
article-paragraph: ΚΟΝΑΚΡΥ, 21. ("Ασσ. Πρέσ).— Ὁ πρόεδρος τῆς Γουϊνέας κ. Σεκού Τουρέ ἀνήγγειλεν ὅτι ἀνεκαλύφθη συνωμοσία κατά τῆς κυβερνήσεως καί συνελήφθησαν πολλά πρόσωπα. [514, 1271, 624, 1362]
article-paragraph: ΑΘΗΝΑΙ, 21.— "Εγινε γνωστόν ὅτι τό ὑπουργεῖον Παιδείας μελετᾶ τήν κατάργησιν ὡρισμένων ἀδικαιολογήτων ἀργιῶν εἰς τά σχολεῖα ὡς καί τήν ἐπιμήκυνσιν τοῦ σχολικοῦ ἔτους, πρός τόν σκοπόν ὅπως ἐξασφαλισθῆ ἡ κανονική διδασκαλία τῆς ὕλης. Αἱ σχετικαί ἀποφάσεις θά ἰσχύσουν ἀπό τοῦ νέου σχολικοῦ ἔτους. [37, 768, 205, 858]
article-paragraph: ΠΡΟΣΚΛΗΣΙΣ ΤΗΣ ΕΔΟΘ — Ἡ διοίκησις τῆς ΕΔΟΘ καλεῖ ὅλα τά μέλη των ὅπως προσέλθουν εἰς τήν συγκέντρωσιν. Αἱ Ὁμοσπονδίαι καί τά σωματεῖα θά συμμετάσχουν σύσσωμα. [37, 2133, 205, 2189]
headline-serres-workers: ΕΙΝΑΙ ΕΞΑΙΡΕΤΙΚΩΣ ΑΠΕΛΠΙΣΤΙΚΗ Η ΚΑΤΑΣΤΑΣΙΣ ΤΩΝ ΕΡΓΑΤΩΝ ΣΕΡΡΩΝ [397, 40, 623, 70]
subheadline: ΣΥΓΚΑΛΕΙΤΑΙ Η ΒΟΥΛΗ [1044, 342, 1166, 355]
article-paragraph: ΛΟΝΔΙΝΟΝ, 21. (Ρώυτερ).— Ἡ Δυτική Γερμανία θά ἀποκτήση ἀεροπορικάς βάσεις εἰς τό γαλλικόν ἔδαφος κατόπιν συμφωνίας μεταξύ τῶν δύο κυβερνήσεων. [396, 742, 506, 820]
article-paragraph: ΑΘΗΝΑΙ, 21.— Πληροφορούμεθα ὅτι θά ἱδρυθῆ εἰς Ἀθήνας κέντρον μεταναστεύσεως διά τήν ἐξυπηρέτησιν τῶν μεταναστῶν. [396, 1675, 506, 1742]
headline-oberlaender: Ο ΔΟΚΤΩΡ ΟΜΠΕΡΛΑΙΝΤΕΡ ΑΝΤΕΠΙΤΙΘΕΤΑΙ [52, 1442, 366, 1460]
headline-ideological-differences: ΥΠΑΡΧΟΥΝ ΙΔΕΟΛΟΓΙΚΑΙ ΔΙΑΦΟΡΑΙ ΜΕΤΑΞΥ ΤΩΝ ΡΩΣΩΝ ΙΘΥΝΟΝΤΩΝ ΚΑΙ ΤΩΝ ΗΓΕΤΩΝ ΤΗΣ ΛΑ'Ι'ΚΗΣ ΚΙΝΑΣ [43, 37, 375, 243]
article-paragraph: ΠΤΟΛΕΜΑΪΣ, 21.— Εἰς τήν αὐριανήν τελετήν θεμελιώσεως τοῦ ἐργοστασίου ἀζώτου ἔχουν προσκληθῆ πλέον τῶν δύο χιλιάδων ἀτόμων. Θά παραστοῦν μέλη τῆς κυβερνήσεως, βουλευταί καί ἀντιπρόσωποι τῶν ἐπαρχιῶν. [822, 1080, 1000, 1136]
article-paragraph: ΣΕΟΥΛ, 21. (Ρώυτερ).— Οἱ ἀντιπολιτευόμενοι βουλευταί ζητοῦν τήν σύγκλησιν τῆς Βουλῆς. [1014, 357, 1195, 379]
headline-lede: Είναι ἀναπόφευκτος ὁ πόλεμος;— Είμπορεῖ μία χώρα νά σοσιαλιστικοποιηθῆ χωρίς ἐπανάστασιν;— Είναι πραγματοποιήσιμος ὁ ἀφοπλισμός;— "Εχουν ὑπερκερασθῆ αἱ θέσεις τοῦ Λένιν;— Ποῦ συμφωνεῖ ὁ Τίτο μέ τόν Κρούστσεφ; [37, 250, 381, 315]
article-paragraph: ΑΘΗΝΑΙ, 21.— Ἐνεκρίθησαν πιστώσεις πρός ἐξωραϊσμόν ἀρχαιολογικῶν χώρων. [1375, 1254, 1533, 1275]
article-paragraph: ΣΟΦΙΑ, 21. ("Ασσ. Πρέσ).— Ἡ βουλγαρική κυβέρνησις ἀναμένει βελτίωσιν τῶν σχέσεων μεταξύ Τουρκίας καί Σοβιετικῆς Ἑνώσεως καί εὐνοϊκήν ἐπίδρασιν εἰς τά Βαλκάνια ἐκ τῆς ἐπισκέψεως τοῦ κ. Μεντερές εἰς Μόσχαν. [1210, 1368, 1368, 1435]
subheadline: ΕΙΣ ΤΟ ΤΟΡΟΝΤΟ [1243, 1143, 1334, 1156]
article-paragraph: ΣΕΟΥΛ, 21. ("Ασσ. Πρέσ).— Ἡ Ἐθνοσυνέλευσις τῆς Κορέας συγκαλεῖται σήμερον ἐκτάκτως διά νά ἐξετάση τήν κατάστασιν ἡ ὁποία ἐδημιουργήθη ἐκ τῶν ταραχῶν. Ὁ πρόεδρος κ. Σήγκμαν Ρή ἀναζητεῖ μέσα ὅπως ἐξέλθη ἐκ τοῦ ἀδιεξόδου εἰς τό ὁποῖον εὑρίσκεται ἡ χώρα. Αἱ φοιτητικαί διαδηλώσεις συνεχίζονται καί ἡ ἀστυνομία ἐπενέβη πολλάκις. [638, 439, 819, 541]
article-paragraph: ΣΕΟΥΛ, 21. ("Ασσ. Πρέσ).— Ὁ κ. Τσάγκ Τσάγκ δηλώνει ὅτι μόνη λύσις εἶναι αἱ νέαι ἐκλογαί. [825, 348, 1008, 371]
article-paragraph: ΣΕΟΥΛ, 21. ("Ασσ. Πρέσ).— Ἐπίσημοι κύκλοι τῆς Οὐάσιγκτων δηλοῦν ὅτι ὁ ὑπουργός τῶν Ἐξωτερικῶν κ. Χέρτερ εἶναι λίαν δυσηρεστημένος διά τήν κατάστασιν εἰς Κορέαν. [638, 824, 819, 881]
subheadline: ΚΑΙ ΑΠΟΔΟΚΙΜΑΣΙΑΙ [1233, 1206, 1343, 1218]
article-paragraph: ΚΕΡΚΥΡΑ, 21.— Κατά τήν σημερινήν συνεδρίασιν τοῦ ἰατρικοῦ συνεδρίου συνεζητήθη τό θέμα τῶν τροχαίων ἀτυχημάτων καί τῶν μέτρων προλήψεως. [514, 658, 624, 726]
headline-greek-captain: ΕΛΛΗΝ ΠΛΟΙΑΡΧΟΣ ΤΟΝΙΖΕΙ ΟΤΙ ΟΙ ΑΛΒΑΝΟΙ ΕΥΝΟΟΥΝ ΜΟΝΟΝ ΠΛΟΙΑ ΤΩΝ ΑΝΑΤΟΛΙΚΩΝ ΑΥΤΟ ΔΕ ΚΑΙ ΤΟ ΠΛΗΡΩΜΑ ΕΔΕΙΝΟΠΑΘΗΣΑΝ [43, 963, 375, 1013]
article-paragraph: ΣΜΥΡΝΗ, 21. (Ρώυτερ).— Ἤρχισεν ἡ δίκη τοῦ Ἀμερικανοῦ λοχίου ὁ ὁποῖος κατηγορεῖται δι' ἀνθρωποκτονίαν ἐξ ἀμελείας. [1375, 1072, 1533, 1117]
column-left [37, 37, 381, 2294]
article-paragraph: ΜΟΝΤΡΕΑΛ, 21. ("Ασσ. Πρέσ).— Ὁ πρόεδρος τῆς Γαλλίας στρατηγός Ντέ Γκώλ μετέβη ἀεροπορικῶς εἰς τό Τορόντο ὅπου ἔτυχε θερμῆς ὑποδοχῆς. [1210, 1158, 1368, 1202]
headline-guinea-plot: ΣΥΝΩΜΟΣΙΑ ΑΝΕΚΑΛΥΦΘΗ ΕΙΣ ΓΟΥΙΝΕΑ [396, 967, 506, 1008]
article-paragraph: ΣΕΟΥΛ, 21. ("Ασσ. Πρέσ).— Ἡ Ἐθνοσυνέλευσις τῆς Κορέας συγκαλεῖται σήμερον ἐκτάκτως διά νά ἐξετάση τήν κατάστασιν ἡ ὁποία ἐδημιουργήθη ἐκ τῶν ταραχῶν. Ὁ πρόεδρος κ. Σήγκμαν Ρή ἀναζητεῖ μέσα ὅπως ἐξέλθη ἐκ τοῦ ἀδιεξόδου εἰς τό ὁποῖον εὑρίσκεται ἡ χώρα. Αἱ φοιτητικαί διαδηλώσεις συνεχίζονται καί ἡ ἀστυνομία ἐπενέβη πολλάκις. [638, 237, 819, 338]
article-paragraph: ΓΡΕΒΕΝΑ, 21.— Λόγω τῆς οἰκονομικῆς δυστυχίας παρατηρεῖται ρεῦμα μεταναστεύσεως εἰς τήν πόλιν καί τήν ἐπαρχίαν Γρεβενῶν. [514, 1096, 624, 1163]
article-paragraph: ΠΑΡΙΣΙΟΙ, 21.— Οὐδέν ἀπέδωσαν μέχρι στιγμῆς αἱ ἔρευναι τῆς ἀστυνομίας διά τήν ἀνακάλυψιν τῶν ἀπαγωγέων τοῦ μικροῦ Πεζό. [396, 469, 506, 525]
article-paragraph: ΣΥΝΕΚΕΙΑ ἐκ τῆς 1ης σελίδος — Κατά τήν διάρκειαν τῆς στάσεως ἐφονεύθησαν τρεῖς στρατιῶται καί ἐτραυματίσθησαν δύο. Ἡ κυβέρνησις ἐλέγχει πλήρως τήν κατάστασιν. [1210, 917, 1368, 973]
article-paragraph: ΑΘΗΝΑΙ, 21.— Ἡ Ἐκτελεστική Ἐπιτροπή τῆς ΕΔΑ ἐξέδωσεν ἀνακοινωθέν διά τοῦ ὁποίου κρίνει τήν διακοίνωσιν τῶν Ἡνωμένων Πολιτειῶν σχετικῶς μέ τάς εἰσαγωγάς καπνοῦ. [1210, 661, 1368, 717]
article-paragraph: Ἀφικνοῦνται σήμερον εἰς Ἀθήνας τά μέλη τῆς Ἐκτελεστικῆς Ἐπιτροπῆς τῆς ΑΔΕΔΥ διά νά λάβουν μέρος εἰς τήν μεγάλην συγκέντρωσιν τῶν δημοσίων ὑπαλλήλων ἡ ὁποία θά πραγματοποιηθῆ τήν προσεχῆ Κυριακήν εἰς τόν κινηματογράφον "Ἀλάμπρα". [37, 2193, 205, 2271]
article-paragraph: ΑΘΗΝΑΙ, 21.— Πληροφορούμεθα ὅτι θά ἱδρυθῆ εἰς Ἀθήνας κέντρον μεταναστεύσεως διά τήν ἐξυπηρέτησιν τῶν μεταναστῶν. [514, 1025, 624, 1092]
headline-illiteracy: ΠΡΟΣ ΚΑΤΑΠΟΛΕΜΗΣΙΝ ΤΟΥ ΑΝΑΛΦΑΒΗΤΙΣΜΟΥ [396, 1380, 506, 1434]
article-paragraph: ΠΑΡΙΣΙΟΙ, 21.— Οὐδέν ἀπέδωσαν μέχρι στιγμῆς αἱ ἔρευναι τῆς ἀστυνομίας διά τήν ἀνακάλυψιν τῶν ἀπαγωγέων τοῦ μικροῦ Πεζό. [396, 529, 506, 585]
headline-pineios-dam: ΔΙΕΘΝΗΣ ΔΙΑΓΩΝΙΣΜΟΣ ΚΑΤΑΣΚΕΥΗΣ ΦΡΑΓΜΑΤΟΣ ΤΟΥ ΠΗΝΕΙΟΥ ΗΛΕΙΑΣ [1015, 1145, 1195, 1186]
headline-syngman-rhee: Ο κ. ΣΗΓΚΜΑΝ ΡΗ ΑΝΑΖΗΤΕΙ ΜΕΣΑ ΟΠΩΣ ΕΞΕΛΘΗ ΕΚ ΤΟΥ ΑΔΙΕΞΟΔΟΥ [682, 133, 1151, 231]
article-paragraph: Ἡ κυβέρνησις τῶν Ἡνωμένων Πολιτειῶν ἐξέφρασε τήν ἀνησυχίαν της διά τήν κατάστασιν καί ἐζήτησε τήν ἀποκατάστασιν τῆς τάξεως. [825, 519, 1008, 552]
article-paragraph: Κατά τάς ἰδίας πηγάς ὁ Τίτο συμφωνεῖ μέ τόν Κρούστσεφ ὡς πρός τήν δυνατότητα εἰρηνικῆς συνυπάρξεως, ἀλλά διαφωνεῖ ὡς πρός τόν ρόλον τοῦ κόμματος. Ἡ διαμάχη θεωρεῖται ὡς ἡ σοβαρωτέρα ἀπό τοῦ 1948. [213, 466, 381, 523]
article-paragraph: ΠΤΟΛΕΜΑΪΣ, 21.— Εἰς τήν αὐριανήν τελετήν θεμελιώσεως τοῦ ἐργοστασίου ἀζώτου ἔχουν προσκληθῆ πλέον τῶν δύο χιλιάδων ἀτόμων. Θά παραστοῦν μέλη τῆς κυβερνήσεως, βουλευταί καί ἀντιπρόσωποι τῶν ἐπαρχιῶν. [822, 1020, 1000, 1076]
article-paragraph: ΚΑΝΑΒΕΡΑΛ, 21. ("Ασσ. Πρέσ).— Ἐξετοξεύθη ἐπιτυχῶς ὁ διηπειρωτικός πύραυλος "Τιτάν" ὁ ὁποῖος διήνυσεν ἀπόστασιν 8.000 χιλιομέτρων. [1375, 1162, 1533, 1208]
subheadline: ΠΡΟΣΚΛΗΣΕΙΣ ΤΗΣ ΕΔΟΘ ΚΑΙ ΤΩΝ ΔΙΔΑΣΚΑΛΩΝ [84, 1871, 334, 1905]
article-paragraph: ΚΑΪΡΟΝ, 21.— Τήν προσεχῆ ἑβδομάδα θά ἀρχίση ἡ δίκη τῶν ἀποπειραθέντων νά δηλητηριάσουν τόν πρόεδρον Νάσσερ. [1014, 1003, 1195, 1036]
headline-germany-bases: Η ΓΕΡΜΑΝΙΑ ΑΠΟΚΤΑ ΑΕΡΟΠΟΡΙΚΑΣ ΒΑΣΕΙΣ ΕΙΣ ΤΗΝ ΓΑΛΛΙΑΝ [396, 590, 506, 655]
article-paragraph: ΗΡΑΚΛΕΙΟΝ, 21.— "Η Ἑλένη Κουτσομανωλάκη ἐτῶν 22 κάτοικος Ἀνωγείων ηὐτοκτόνησε. [37, 1713, 205, 1746]
article-paragraph: ΠΤΟΛΕΜΑΪΣ, 21.— Εἰς τήν αὐριανήν τελετήν θεμελιώσεως τοῦ ἐργοστασίου ἀζώτου ἔχουν προσκληθῆ πλέον τῶν δύο χιλιάδων ἀτόμων. Θά παραστοῦν μέλη τῆς κυβερνήσεως, βουλευταί καί ἀντιπρόσωποι τῶν ἐπαρχιῶν. [638, 1020, 815, 1076]
article-paragraph: Μολονότι εἶναι ἄδηλον ἐάν ἡ διαφωνία ἔχει ἐπηρεάσει τάς σχέσεις τῶν δύο κομμουνιστικῶν κρατῶν, οἱ παρατηρηταί σημειώνουν ὅτι τό Πεκῖνον ὑποστηρίζει τάς ὀρθοδόξους θέσεις τοῦ Λένιν, ἐνῶ ἡ Μόσχα ὑποστηρίζει ὅτι αἱ θέσεις αὗται ἔχουν ὑπερκερασθῆ ὑπό τῶν νέων συνθηκῶν. [213, 526, 381, 605]
subheadline: ΜΟΝΙΗ ΛΥΣΙΣ ΑΙ ΕΚΛΟΓΑΙ [851, 334, 982, 346]
article-paragraph: ΣΕΡΡΑΙ, 21.— Εἰς τήν σύσκεψιν τοῦ ἐργατικοῦ κέντρου ἐκτίθεται ὅτι ἡ κατάστασις τῶν ἐργατῶν Σερρῶν εἶναι ἐξαιρετικῶς ἀπελπιστική. Ὁ ἀριθμός τῶν ἀνέργων ηὐξήθη σημαντικῶς καί ἐζητήθη ἡ ἄμεσος ἐκτέλεσις ἔργων. [396, 297, 506, 399]
article-paragraph: ΣΟΦΙΑ, 21. ("Ασσ. Πρέσ).— Ἡ βουλγαρική κυβέρνησις ἀναμένει βελτίωσιν τῶν σχέσεων μεταξύ Τουρκίας καί Σοβιετικῆς Ἑνώσεως καί εὐνοϊκήν ἐπίδρασιν εἰς τά Βαλκάνια ἐκ τῆς ἐπισκέψεως τοῦ κ. Μεντερές εἰς Μόσχαν. [1210, 1438, 1368, 1506]
headline-medical-congress: ΤΟ ΙΑΤΡΙΚΟΝ ΣΥΝΕΔΡΙΟΝ ΗΣΧΟΛΗΘΗ ΜΕ ΤΟ ΘΕΜΑ ΤΡΟΧΑΙΩΝ ΑΤΥΧΗΜΑΤΩΝ [396, 825, 506, 891]
subheadline: ΠΡΟΣ ΝΕΑΣ ΕΚΛΟΓΑΣ [1047, 442, 1163, 454]
headline-us-secretary: ΛΙΑΝ ΔΥΣΗΡΕΣΤΗΜΕΝΟΣ ΔΙΑ ΤΗΝ ΚΑΤΑΣΤΑΣΙΝ Ο ΑΜΕΡΙΚΑΝΟΣ ΥΠΟΥΡΓΟΣ ΤΩΝ ΕΞΩΤΕΡΙΚΩΝ [638, 626, 1195, 699]
article-paragraph: ΣΕΡΡΑΙ, 21.— Εἰς τήν σύσκεψιν τοῦ ἐργατικοῦ κέντρου ἐκτίθεται ὅτι ἡ κατάστασις τῶν ἐργατῶν Σερρῶν εἶναι ἐξαιρετικῶς ἀπελπιστική. Ὁ ἀριθμός τῶν ἀνέργων ηὐξήθη σημαντικῶς καί ἐζητήθη ἡ ἄμεσος ἐκτέλεσις ἔργων. [514, 192, 624, 294]
article-paragraph: ΠΡΟΣΚΛΗΣΙΣ ΤΗΣ ΕΔΟΘ — Ἡ διοίκησις τῆς ΕΔΟΘ καλεῖ ὅλα τά μέλη των ὅπως προσέλθουν εἰς τήν συγκέντρωσιν. Αἱ Ὁμοσπονδίαι καί τά σωματεῖα θά συμμετάσχουν σύσσωμα. [213, 1957, 381, 2013]
subheadline: ΔΥΣΑΡΕΣΚΕΙΑ ΤΟΥ κ. ΧΕΡΤΕΡ [837, 761, 996, 774]
headline-migration-center: ΚΕΝΤΡΟΝ ΜΕΤΑΝΑΣΤΕΥΣΕΩΣ ΘΑ ΙΔΡΥΘΗ ΕΙΣ ΑΘΗΝΑΣ [396, 1618, 506, 1672]
article-paragraph: ΣΕΟΥΛ, 21. ("Ασσ. Πρέσ).— Ἡ Ἐθνοσυνέλευσις τῆς Κορέας συγκαλεῖται σήμερον ἐκτάκτως διά νά ἐξετάση τήν κατάστασιν ἡ ὁποία ἐδημιουργήθη ἐκ τῶν ταραχῶν. Ὁ πρόεδρος κ. Σήγκμαν Ρή ἀναζητεῖ μέσα ὅπως ἐξέλθη ἐκ τοῦ ἀδιεξόδου εἰς τό ὁποῖον εὑρίσκεται ἡ χώρα. Αἱ φοιτητικαί διαδηλώσεις συνεχίζονται καί ἡ ἀστυνομία ἐπενέβη πολλάκις. [1014, 237, 1195, 338]
article-paragraph: ΣΕΡΡΑΙ, 21.— Εἰς τήν σύσκεψιν τοῦ ἐργατικοῦ κέντρου ἐκτίθεται ὅτι ἡ κατάστασις τῶν ἐργατῶν Σερρῶν εἶναι ἐξαιρετικῶς ἀπελπιστική. Ὁ ἀριθμός τῶν ἀνέργων ηὐξήθη σημαντικῶς καί ἐζητήθη ἡ ἄμεσος ἐκτέλεσις ἔργων. [396, 192, 506, 294]
article-paragraph: ΜΟΝΤΡΕΑΛ, 21. ("Ασσ. Πρέσ).— Ὁ πρόεδρος τῆς Γαλλίας στρατηγός Ντέ Γκώλ μετέβη ἀεροπορικῶς εἰς τό Τορόντο ὅπου ἔτυχε θερμῆς ὑποδοχῆς. [1210, 1094, 1368, 1139]
headline-bulgaria: Η ΒΟΥΛΓΑΡΙΚΗ ΚΥΒΕΡΝΗΣΙΣ ΑΝΑΜΕΝΕΙ ΒΕΛΤΙΩΣΙΝ ΤΩΝ ΣΧΕΣΕΩΝ ΤΗΣ ΤΟΥΡΚΙΑΣ ΚΑΙ ΣΟΒ. ΕΝΩΣΕΩΣ ΚΑΙ ΕΥΝΟ'Ι'ΚΗΝ ΕΠΙΔΡΑΣΙΝ ΕΙΣ ΤΑ ΒΑΛΚΑΝΙΑ ΕΚ ΤΗΣ ΕΠΙΣΚΕΨΕΩΣ ΤΟΥ κ. ΜΕΝΤΕΡΕΣ ΕΙΣ ΜΟΣΧΑΝ [1213, 1287, 1530, 1364]
article-paragraph: ΑΘΗΝΑΙ, 21.— "Αποφασίσθη ὅπως ἀπό τῆς 1ης Μαΐου ἀρχίση ἡ πώλησις πετρελαίου ὑπό τήν μονοπωλίαν τοῦ Δημοσίου εἰς ὅλην τήν Ἑλλάδα. [37, 1549, 205, 1594]
column-rule [1202, 37, 1203, 2294]
article-paragraph: ΓΡΕΒΕΝΑ, 21.— Λόγω τῆς οἰκονομικῆς δυστυχίας παρατηρεῖται ρεῦμα μεταναστεύσεως εἰς τήν πόλιν καί τήν ἐπαρχίαν Γρεβενῶν. [396, 1843, 506, 1911]
subheadline: ΛΟΓΩ ΤΟΥ ΠΕΝΘΟΥΣ [861, 813, 972, 826]
headline-civil-servants-rally: ΑΙ ΠΡΟΕΤΟΙΜΑΣΙΑΙ ΤΗΣ ΔΗΜΟΣΙΟ'Υ'ΠΑΛΛΗΛΙΚΗΣ ΣΥΓΚΕΝΤΡΩΣΕΩΣ ΤΗΣ ΠΡΟΣΕΧΟΥΣ ΚΥΡΙΑΚΗΣ [64, 1758, 354, 1833]
article-paragraph: Ἀφικνοῦνται σήμερον εἰς Ἀθήνας τά μέλη τῆς Ἐκτελεστικῆς Ἐπιτροπῆς τῆς ΑΔΕΔΥ διά νά λάβουν μέρος εἰς τήν μεγάλην συγκέντρωσιν τῶν δημοσίων ὑπαλλήλων ἡ ὁποία θά πραγματοποιηθῆ τήν προσεχῆ Κυριακήν εἰς τόν κινηματογράφον "Ἀλάμπρα". [37, 2050, 205, 2129]
subheadline: ΗΡΧΙΣΑΝ ΛΕΙΤΟΥΡΓΟΥΣΑΙ ΑΙ ΥΠΗΡΕΣΙΑΙ [76, 1272, 342, 1289]
article-paragraph: ΑΘΗΝΑΙ, 21.— "Αποφασίσθη ὅπως ἀπό τῆς 1ης Μαΐου ἀρχίση ἡ πώλησις πετρελαίου ὑπό τήν μονοπωλίαν τοῦ Δημοσίου εἰς ὅλην τήν Ἑλλάδα. [37, 1597, 205, 1642]
article-paragraph: Κατά τάς πληροφορίας ὁ πρόεδρος ἐξετάζει τό ἐνδεχόμενον παραιτήσεως τοῦ ὑπουργικοῦ συμβουλίου καί σχηματισμοῦ νέας κυβερνήσεως. Ἡ ἀντιπολίτευσις ζητεῖ τήν διενέργειαν νέων ἐκλογῶν. [638, 558, 819, 614]
article-paragraph: ΜΠΡΑΖΙΛΙΑ, 21. ("Ασσ. Πρέσ).— Ὁ πρόεδρος κ. Κουμπίτσεκ ἐκήρυξε τήν ἔναρξιν τῶν ἐργασιῶν τῆς νέας πρωτευούσης τῆς Βραζιλίας, ἡ ὁποία ἐκτίσθη εἰς τό κέντρον τῆς χώρας. Αἱ ὑπηρεσίαι ἤρχισαν λειτουργοῦσαι εἰς τά ὑπερμοντέρνα κτίρια. [37, 1292, 205, 1360]
subheadline: ΔΙΑΔΗΛΩΣΕΙΣ ΕΙΣ ΤΟ ΙΝΤΣΟΝ [839, 479, 994, 491]
subheadline: ΕΞΑΜΕΝΟΝ ΑΤΜΟΣΦΑΙΡΑ [1036, 750, 1173, 763]
article-paragraph: ΓΕΝΟΥΑ, 21. (ΑΝΣΑ).— Ἤρχισεν εἰς τό κακουργιοδικεῖον τῆς Γενούης ἡ δίκη τοῦ Ἕλληνος ναυτικοῦ ἐκ Πάτμου ὁ ὁποῖος κατηγορεῖται ὅτι ἐφόνευσε τήν σύζυγόν του κατά τό 1958. [638, 1320, 815, 1376]
article-paragraph: ΠΑΡΙΣΙΟΙ, 21. ("Ασσ. Πρέσ).— Αἱ ἰδεολογικαί διαφοραί μεταξύ τῶν ἡγετῶν τῆς Σοβιετικῆς Ἑνώσεως καί τῆς Λαϊκῆς Κίνας ἐξακολουθοῦν νά ἀποτελοῦν ἀντικείμενον συζητήσεως εἰς τούς διπλωματικούς κύκλους. Αἱ διαφοραί αὗται ἀφοροῦν κυρίως εἰς τό ἐάν εἶναι ἀναπόφευκτος ὁ πόλεμος, εἰς τό ἐάν μία χώρα δύναται νά σοσιαλιστικοποιηθῆ χωρίς ἐπανάστασιν καί εἰς τό ἐάν ὁ ἀφοπλισμός εἶναι πραγματοποιήσιμος. [37, 325, 205, 448]
article-paragraph: ΟΥΑΣΙΓΚΤΩΝ, 21.— Ὁ ὑπουργός τῶν Ἐξωτερικῶν κ. Χέρτερ ἐξέφρασε τήν δυσαρέσκειάν του διά τά γεγονότα. [638, 884, 819, 917]
headline-eda-note: ΠΩΣ ΚΡΙΝΕΤΑΙ ΥΠΟ ΤΗΣ Ε.Δ.Α. Η ΔΙΑΚΟΙΝΩΣΙΣ ΤΩΝ ΗΝΩΜ. ΠΟΛΙΤΕΙΩΝ ΔΙΑ ΤΗΣ ΕΙΣΑΓΩΓΑΣ [1212, 568, 1531, 598]
article-paragraph: ΣΕΟΥΛ, 21. ("Ασσ. Πρέσ).— Ἐπίσημοι κύκλοι τῆς Οὐάσιγκτων δηλοῦν ὅτι ὁ ὑπουργός τῶν Ἐξωτερικῶν κ. Χέρτερ εἶναι λίαν δυσηρεστημένος διά τήν κατάστασιν εἰς Κορέαν. [1014, 816, 1195, 873]
headline-suicide: ΑΥΤΟΚΤΟΝΙΑ ΝΕΑΣ [37, 1694, 205, 1710]
article-paragraph: ΒΟΝΝΗ, 21. ("Ασσ. Πρέσ).— Ὁ ὑπουργός τῶν προσφύγων δρ. Ὀμπερλαίντερ ἐζήτησε νά διεξαχθῆ εἰδική ἔρευνα διά τήν δρᾶσιν του κατά τόν πόλεμον, ἀπαντῶν εἰς τάς κατηγορίας τῆς Ἀνατολικῆς Γερμανίας. [213, 1556, 381, 1612]
article-paragraph: Κατά τάς πληροφορίας ὁ πρόεδρος ἐξετάζει τό ἐνδεχόμενον παραιτήσεως τοῦ ὑπουργικοῦ συμβουλίου καί σχηματισμοῦ νέας κυβερνήσεως. Ἡ ἀντιπολίτευσις ζητεῖ τήν διενέργειαν νέων ἐκλογῶν. [638, 342, 819, 398]
article-paragraph: ΚΟΡΙΝΘΟΣ, 21.— Προερχόμενον ἐκ Δυρραχίου τῆς Ἀλβανίας κατέπλευσεν εἰς Κόρινθον τό ἑλληνικόν φορτηγόν. Ὁ πλοίαρχος αὐτοῦ ἐδήλωσεν ὅτι αἱ ἀλβανικαί ἀρχαί εὐνοοῦν μόνον τά πλοῖα τῶν ἀνατολικῶν χωρῶν, ἐνῶ τό πλοῖον καί τό πλήρωμα ὑπέστησαν πολλάς ταλαιπωρίας κατά τήν διάρκειαν τῆς παραμονῆς των εἰς τόν λιμένα. [213, 1017, 381, 1118]
subheadline: ΛΟΓΩ ΤΗΣ ΔΥΣΤΥΧΙΑΣ [422, 1817, 481, 1841]
article-paragraph: ΟΥΑΣΙΓΚΤΩΝ, 21.— Ὁ ὑπουργός τῶν Ἐξωτερικῶν κ. Χέρτερ ἐξέφρασε τήν δυσαρέσκειάν του διά τά γεγονότα. [825, 776, 1008, 809]
article-paragraph: ΣΕΡΡΑΙ, 21.— Εἰς τήν σύσκεψιν τοῦ ἐργατικοῦ κέντρου ἐκτίθεται ὅτι ἡ κατάστασις τῶν ἐργατῶν Σερρῶν εἶναι ἐξαιρετικῶς ἀπελπιστική. Ὁ ἀριθμός τῶν ἀνέργων ηὐξήθη σημαντικῶς καί ἐζητήθη ἡ ἄμεσος ἐκτέλεσις ἔργων. [514, 87, 624, 189]
headline-school-holidays: ΜΕΛΕΤΑΤΑΙ Η ΚΑΤΑΡΓΗΣΙΣ ΕΙΣ ΤΑ ΣΧΟΛΕΙΑ ΩΡΙΣΜΕΝΩΝ ΑΔΙΚΑΙΟΛΟΓΗΤΩΝ ΑΡΓΙΩΝ ΩΣ ΚΑΙ Η ΕΠΙΜΗΚΥΝΣΙΣ ΤΟΥ ΣΧΟΛΙΚΟΥ ΕΤΟΥΣ [41, 670, 377, 745]
headline-radiologists: ΟΙ ΑΚΤΙΝΟΛΟΓΟΙ ΙΑΤΡΟΙ ΔΙΚΑΙΟΥΝΤΑΙ ΕΠΙΔΟΜΑΤΟΣ ΕΠΙΚΙΝΔΥΝΟΥ ΕΡΓΑΣΙΑΣ [396, 1237, 506, 1316]
article-paragraph: ΑΘΗΝΑΙ, 21.— Ὁ ἀρχηγός τῶν Προοδευτικῶν κ. Μαρκεζίνης θά περιοδεύση εἰς τήν Θεσσαλίαν ὅπου θά ὁμιλήση περί τῆς ἱδρύσεως ἀγροτουπόλεων εἰς ἀντικατάστασιν τῶν σημερινῶν χωρίων. [1375, 490, 1533, 557]
article-paragraph: ΤΩΝ ΔΙΔΑΣΚΑΛΩΝ — Ὁ σύλλογος τῶν δημοδιδασκάλων προσκαλεῖ τά μέλη του εἰς τήν συγκέντρωσιν διά τήν διεκδίκησιν τῶν αἰτημάτων των. [213, 2016, 381, 2061]
headline-etna: Η ΑΙΤΝΑ ΣΥΝΕΧΙΖΕΙ ΕΞΕΜΟΥΣΑ ΛΑΒΑΝ [1015, 1240, 1195, 1268]
subheadline: ΠΑΡΕΛΑΒΟΝ ΤΟΥΣ ΝΕΚΡΟΥΣ [651, 761, 807, 774]
article-paragraph: ΓΕΝΟΥΑ, 21. (ΑΝΣΑ).— Ἤρχισεν εἰς τό κακουργιοδικεῖον τῆς Γενούης ἡ δίκη τοῦ Ἕλληνος ναυτικοῦ ἐκ Πάτμου ὁ ὁποῖος κατηγορεῖται ὅτι ἐφόνευσε τήν σύζυγόν του κατά τό 1958. [822, 1261, 1000, 1317]
article-paragraph: Κατά τάς πληροφορίας ὁ πρόεδρος ἐξετάζει τό ἐνδεχόμενον παραιτήσεως τοῦ ὑπουργικοῦ συμβουλίου καί σχηματισμοῦ νέας κυβερνήσεως. Ἡ ἀντιπολίτευσις ζητεῖ τήν διενέργειαν νέων ἐκλογῶν. [825, 274, 1008, 330]
article-paragraph: ΑΘΗΝΑΙ, 21.— "Αποφασίσθη ὅπως ἀπό τῆς 1ης Μαΐου ἀρχίση ἡ πώλησις πετρελαίου ὑπό τήν μονοπωλίαν τοῦ Δημοσίου εἰς ὅλην τήν Ἑλλάδα. [37, 1646, 205, 1690]
article-paragraph: ΣΕΡΡΑΙ, 21.— Εἰς τήν σύσκεψιν τοῦ ἐργατικοῦ κέντρου ἐκτίθεται ὅτι ἡ κατάστασις τῶν ἐργατῶν Σερρῶν εἶναι ἐξαιρετικῶς ἀπελπιστική. Ὁ ἀριθμός τῶν ἀνέργων ηὐξήθη σημαντικῶς καί ἐζητήθη ἡ ἄμεσος ἐκτέλεσις ἔργων. [514, 411, 624, 513]
article-paragraph: Ἀφικνοῦνται σήμερον εἰς Ἀθήνας τά μέλη τῆς Ἐκτελεστικῆς Ἐπιτροπῆς τῆς ΑΔΕΔΥ διά νά λάβουν μέρος εἰς τήν μεγάλην συγκέντρωσιν τῶν δημοσίων ὑπαλλήλων ἡ ὁποία θά πραγματοποιηθῆ τήν προσεχῆ Κυριακήν εἰς τόν κινηματογράφον "Ἀλάμπρα". [37, 1908, 205, 1988]
headline-smyrna-sergeant: ΑΜΕΡΙΚΑΝΟΣ ΛΟΧΙΑΣ ΔΙΚΑΖΕΤΑΙ ΕΝ ΣΜΥΡΝΗ ΔΙ' ΑΝΘΡΩΠΟΚΤΟΝΙΑΝ ΕΞ ΑΜΕΛΕΙΑΣ [1384, 1022, 1524, 1070]
article-paragraph: ΚΟΡΙΝΘΟΣ, 21.— Προερχόμενον ἐκ Δυρραχίου τῆς Ἀλβανίας κατέπλευσεν εἰς Κόρινθον τό ἑλληνικόν φορτηγόν. Ὁ πλοίαρχος αὐτοῦ ἐδήλωσεν ὅτι αἱ ἀλβανικαί ἀρχαί εὐνοοῦν μόνον τά πλοῖα τῶν ἀνατολικῶν χωρῶν, ἐνῶ τό πλοῖον καί τό πλήρωμα ὑπέστησαν πολλάς ταλαιπωρίας κατά τήν διάρκειαν τῆς παραμονῆς των εἰς τόν λιμένα. [213, 1122, 381, 1223]
